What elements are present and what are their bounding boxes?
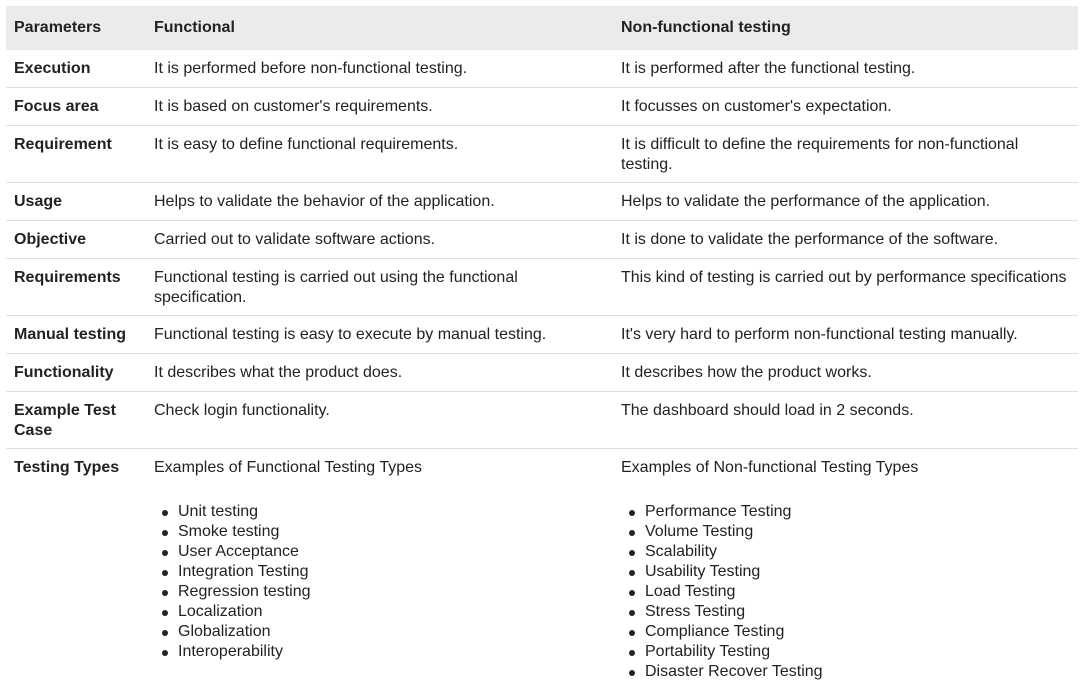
functional-types-list [154, 502, 605, 662]
row-functional: Helps to validate the behavior of the application. [154, 193, 495, 210]
row-non-functional: The dashboard should load in 2 seconds. [621, 402, 914, 419]
bullet-icon [629, 650, 635, 656]
list-item [645, 542, 1070, 562]
bullet-icon [629, 630, 635, 636]
list-item-label: Scalability [645, 543, 718, 560]
list-item-label: Integration Testing [178, 563, 309, 580]
list-item [645, 642, 1070, 662]
bullet-icon [162, 570, 168, 576]
row-parameter: Focus area [14, 98, 99, 115]
table-row [6, 183, 1078, 221]
list-item-label: Stress Testing [645, 603, 746, 620]
non-functional-types-title: Examples of Non-functional Testing Types [621, 459, 919, 476]
table-row [6, 126, 1078, 183]
row-non-functional: It is done to validate the performance of the software. [621, 231, 999, 248]
list-item [645, 662, 1070, 682]
testing-types-row [6, 449, 1078, 689]
row-functional: It describes what the product does. [154, 364, 403, 381]
row-parameter: Usage [14, 193, 63, 210]
list-item [645, 522, 1070, 542]
list-item-label: Portability Testing [645, 643, 771, 660]
row-functional: Functional testing is carried out using the functional specification. [154, 269, 518, 306]
header-non-functional: Non-functional testing [621, 19, 791, 36]
list-item [645, 582, 1070, 602]
list-item [178, 642, 605, 662]
list-item [178, 562, 605, 582]
bullet-icon [629, 530, 635, 536]
list-item-label: Disaster Recover Testing [645, 663, 823, 680]
list-item [645, 502, 1070, 522]
row-parameter: Testing Types [14, 459, 120, 476]
table-row [6, 221, 1078, 259]
bullet-icon [629, 570, 635, 576]
row-functional: Functional testing is easy to execute by manual testing. [154, 326, 547, 343]
bullet-icon [162, 610, 168, 616]
row-parameter: Requirements [14, 269, 121, 286]
table-header-row [6, 6, 1078, 50]
list-item [178, 542, 605, 562]
list-item-label: Load Testing [645, 583, 736, 600]
list-item-label: Globalization [178, 623, 271, 640]
row-parameter: Manual testing [14, 326, 127, 343]
list-item [178, 582, 605, 602]
row-non-functional: This kind of testing is carried out by performance specifications [621, 269, 1067, 286]
row-non-functional: It is performed after the functional testing. [621, 60, 916, 77]
bullet-icon [162, 510, 168, 516]
list-item [178, 502, 605, 522]
row-functional: It is performed before non-functional testing. [154, 60, 468, 77]
row-parameter: Objective [14, 231, 87, 248]
table-row [6, 50, 1078, 88]
bullet-icon [162, 630, 168, 636]
functional-types-cell [146, 449, 613, 689]
list-item-label: Volume Testing [645, 523, 754, 540]
row-non-functional: It is difficult to define the requirements for non-functional testing. [621, 136, 1019, 173]
list-item [178, 622, 605, 642]
header-parameters: Parameters [14, 19, 102, 36]
row-parameter: Execution [14, 60, 91, 77]
header-functional: Functional [154, 19, 235, 36]
list-item-label: Usability Testing [645, 563, 761, 580]
list-item [178, 602, 605, 622]
bullet-icon [162, 650, 168, 656]
row-parameter: Example Test Case [14, 402, 116, 439]
comparison-table [6, 6, 1078, 689]
list-item-label: Unit testing [178, 503, 259, 520]
table-row [6, 316, 1078, 354]
row-functional: Check login functionality. [154, 402, 330, 419]
table-row [6, 88, 1078, 126]
list-item [645, 562, 1070, 582]
row-non-functional: It focusses on customer's expectation. [621, 98, 892, 115]
list-item-label: Interoperability [178, 643, 283, 660]
bullet-icon [629, 550, 635, 556]
non-functional-types-list [621, 502, 1070, 682]
list-item [645, 622, 1070, 642]
bullet-icon [162, 590, 168, 596]
list-item-label: User Acceptance [178, 543, 299, 560]
non-functional-types-cell [613, 449, 1078, 689]
row-functional: Carried out to validate software actions. [154, 231, 436, 248]
bullet-icon [629, 670, 635, 676]
bullet-icon [162, 550, 168, 556]
bullet-icon [162, 530, 168, 536]
table-row [6, 259, 1078, 316]
table-row [6, 354, 1078, 392]
row-non-functional: It's very hard to perform non-functional testing manually. [621, 326, 1018, 343]
list-item [645, 602, 1070, 622]
bullet-icon [629, 510, 635, 516]
row-parameter: Requirement [14, 136, 112, 153]
functional-types-title: Examples of Functional Testing Types [154, 459, 422, 476]
list-item-label: Performance Testing [645, 503, 792, 520]
list-item-label: Regression testing [178, 583, 311, 600]
list-item-label: Localization [178, 603, 263, 620]
table-row [6, 392, 1078, 449]
row-non-functional: Helps to validate the performance of the application. [621, 193, 991, 210]
bullet-icon [629, 590, 635, 596]
list-item-label: Smoke testing [178, 523, 280, 540]
row-parameter: Functionality [14, 364, 114, 381]
list-item [178, 522, 605, 542]
list-item-label: Compliance Testing [645, 623, 785, 640]
row-functional: It is based on customer's requirements. [154, 98, 433, 115]
row-functional: It is easy to define functional requirements. [154, 136, 459, 153]
bullet-icon [629, 610, 635, 616]
row-non-functional: It describes how the product works. [621, 364, 872, 381]
